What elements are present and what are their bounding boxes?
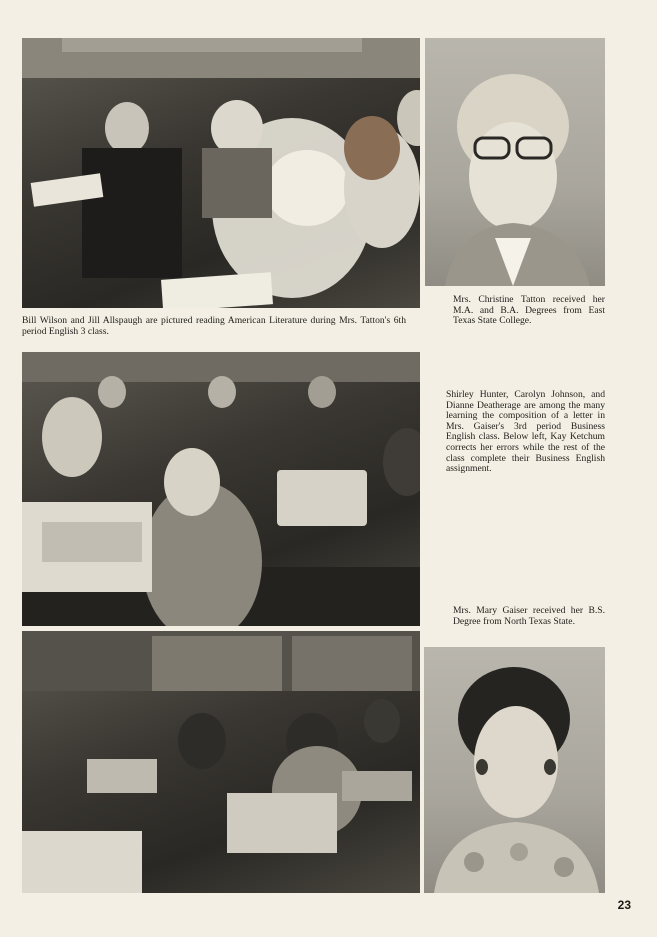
typing-class-2-photo (22, 631, 420, 893)
typing-class-photo (22, 352, 420, 626)
gaiser-portrait (424, 647, 605, 893)
typing-class-caption: Shirley Hunter, Carolyn Johnson, and Dianne Deatherage are among the many learning the composition of a letter in Mrs. Gaiser's 3rd period Business English class. Below left, Kay Ketchum corrects her errors while the rest of the class complete their Business English assignment. (446, 389, 605, 475)
gaiser-caption: Mrs. Mary Gaiser received her B.S. Degree from North Texas State. (453, 605, 605, 627)
page-number: 23 (617, 898, 631, 912)
tatton-portrait (425, 38, 605, 286)
english-class-photo (22, 38, 420, 308)
tatton-caption: Mrs. Christine Tatton received her M.A. and B.A. Degrees from East Texas State College. (453, 294, 605, 327)
reading-class-caption: Bill Wilson and Jill Allspaugh are pictured reading American Literature during Mrs. Tatton's 6th period English 3 class. (22, 315, 406, 337)
